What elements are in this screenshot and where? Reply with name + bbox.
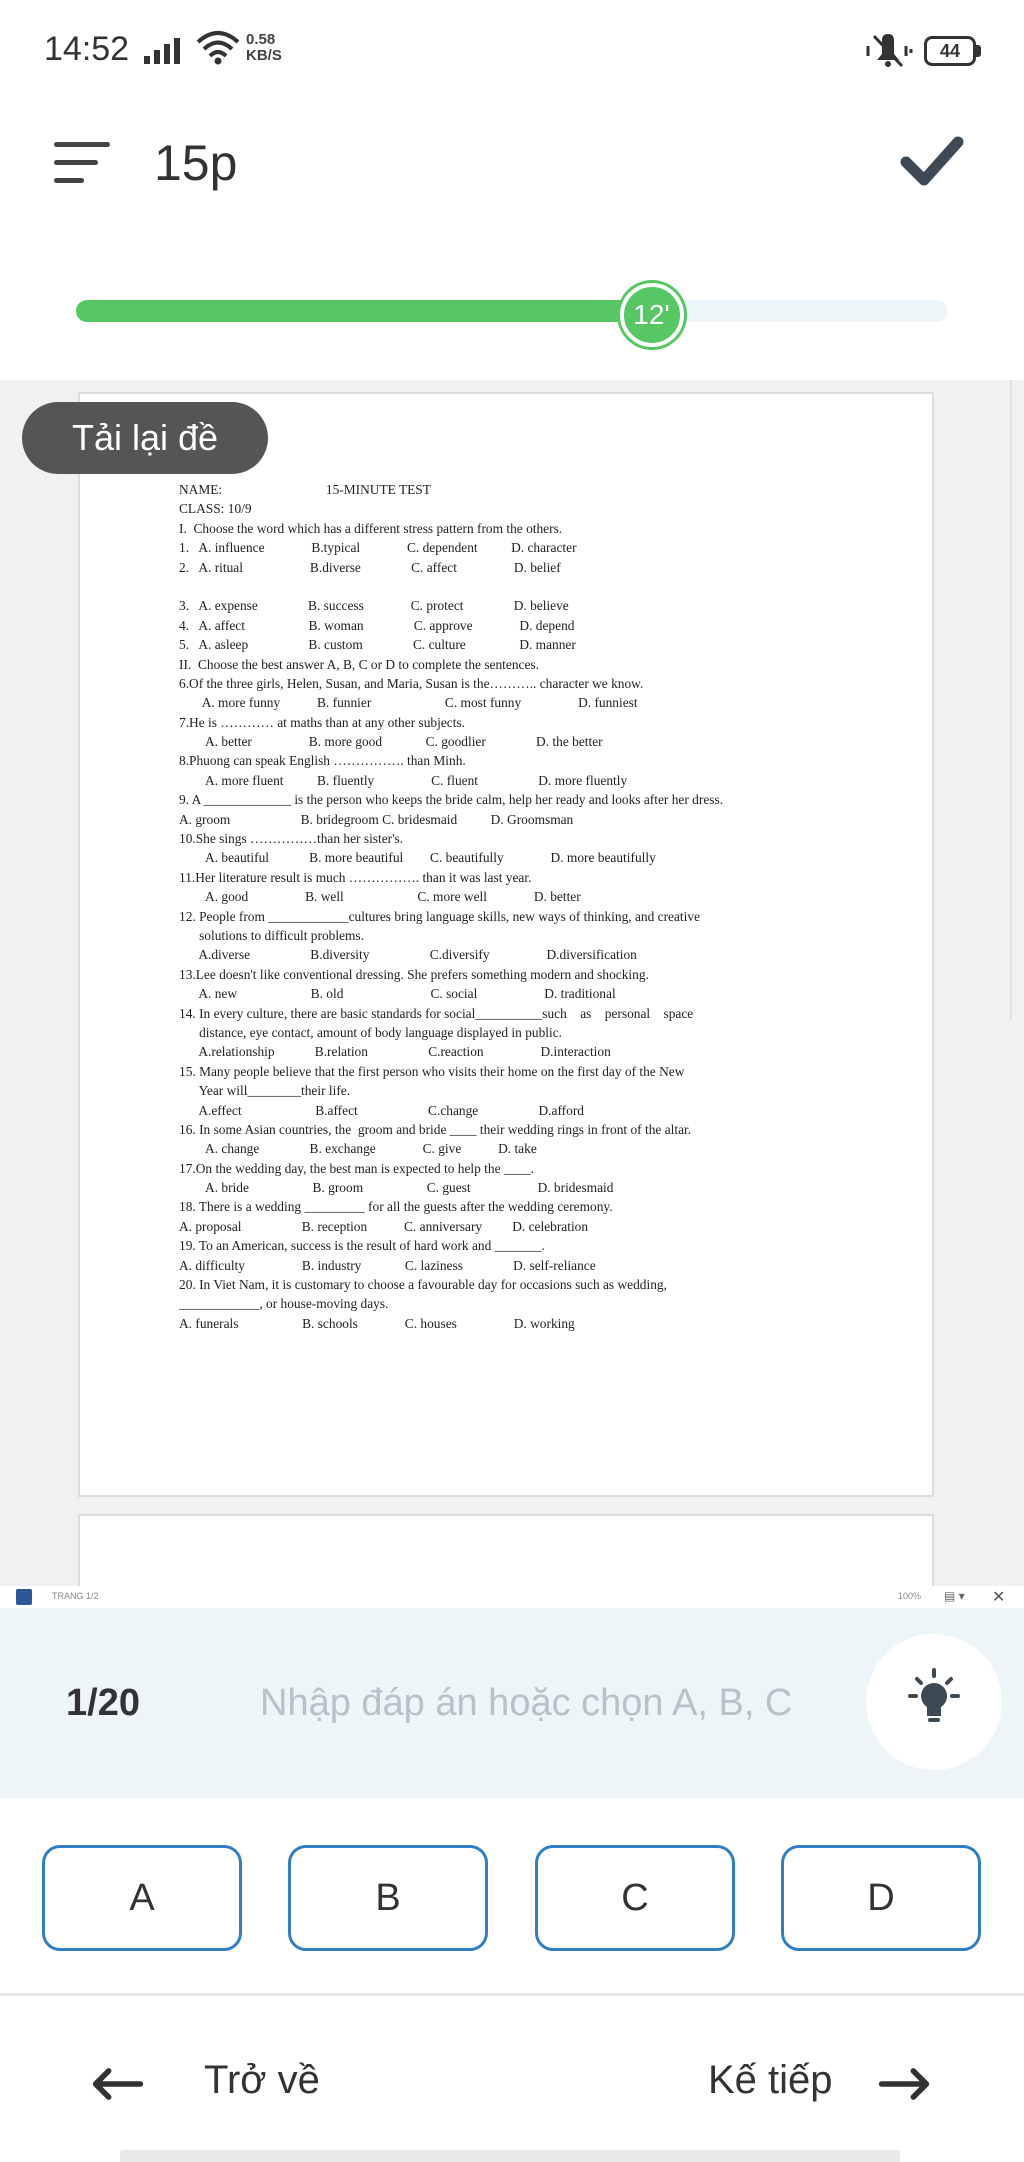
answer-input[interactable] xyxy=(260,1668,820,1738)
document-line: 18. There is a wedding _________ for all the guests after the wedding ceremony. xyxy=(179,1199,613,1215)
timer-thumb[interactable]: 12' xyxy=(620,283,684,347)
choice-b-button[interactable]: B xyxy=(288,1845,488,1951)
bottom-strip xyxy=(120,2150,900,2162)
answer-bar xyxy=(0,1608,1024,1798)
timer-progress-fill xyxy=(76,300,652,322)
document-text xyxy=(179,480,879,1333)
timer-progress-track xyxy=(76,300,948,322)
document-line: A. change B. exchange C. give D. take xyxy=(179,1141,537,1157)
document-line: solutions to difficult problems. xyxy=(179,927,364,943)
signal-icon xyxy=(144,36,184,64)
hint-button[interactable] xyxy=(866,1634,1002,1770)
status-time: 14:52 xyxy=(44,30,130,68)
document-line: A. funerals B. schools C. houses D. working xyxy=(179,1315,575,1331)
viewer-fit-icon[interactable]: ▤ ▾ xyxy=(944,1589,965,1603)
menu-icon[interactable] xyxy=(54,138,110,186)
viewer-page-indicator: TRANG 1/2 xyxy=(52,1591,99,1601)
battery-icon xyxy=(924,36,982,66)
document-line: 14. In every culture, there are basic standards for social__________such as personal space xyxy=(179,1005,694,1021)
document-line: A. more fluent B. fluently C. fluent D. more fluently xyxy=(179,772,628,788)
document-line: II. Choose the best answer A, B, C or D to complete the sentences. xyxy=(179,656,539,672)
document-line: 13.Lee doesn't like conventional dressing. She prefers something modern and shocking. xyxy=(179,966,649,982)
document-line: 16. In some Asian countries, the groom and bride ____ their wedding rings in front of the altar. xyxy=(179,1121,692,1137)
arrow-left-icon xyxy=(90,2064,146,2104)
document-line: 1. A. influence B.typical C. dependent D. character xyxy=(179,540,577,556)
document-line: 8.Phuong can speak English ……………. than Minh. xyxy=(179,753,466,769)
reload-test-button[interactable]: Tải lại đề xyxy=(22,402,268,474)
document-line: 17.On the wedding day, the best man is expected to help the ____. xyxy=(179,1160,535,1176)
viewer-scrollbar[interactable] xyxy=(1010,380,1024,1020)
document-line: distance, eye contact, amount of body language displayed in public. xyxy=(179,1024,563,1040)
page-title: 15p xyxy=(154,135,238,191)
document-line: 19. To an American, success is the result of hard work and _______. xyxy=(179,1238,545,1254)
net-speed xyxy=(246,32,282,64)
document-line: ____________, or house-moving days. xyxy=(179,1296,389,1312)
document-line: A. good B. well C. more well D. better xyxy=(179,889,581,905)
document-line: A. proposal B. reception C. anniversary D. celebration xyxy=(179,1218,589,1234)
document-line: 3. A. expense B. success C. protect D. believe xyxy=(179,598,569,614)
document-line: 11.Her literature result is much ……………. than it was last year. xyxy=(179,869,532,885)
word-app-icon xyxy=(16,1589,32,1605)
viewer-zoom: 100% xyxy=(898,1591,922,1601)
document-line: Year will________their life. xyxy=(179,1083,351,1099)
net-speed-value: 0.58 xyxy=(246,31,276,48)
battery-level: 44 xyxy=(924,36,976,66)
document-line: 2. A. ritual B.diverse C. affect D. belief xyxy=(179,559,561,575)
document-line: CLASS: 10/9 xyxy=(179,501,252,517)
document-line: 9. A _____________ is the person who keeps the bride calm, help her ready and looks after her dress. xyxy=(179,792,724,808)
document-line: A. beautiful B. more beautiful C. beautifully D. more beautifully xyxy=(179,850,656,866)
choice-d-button[interactable]: D xyxy=(781,1845,981,1951)
document-line: A.relationship B.relation C.reaction D.interaction xyxy=(179,1044,611,1060)
document-page xyxy=(78,392,934,1497)
arrow-right-icon xyxy=(876,2064,932,2104)
document-line: A. groom B. bridegroom C. bridesmaid D. Groomsman xyxy=(179,811,574,827)
viewer-footer xyxy=(0,1586,1024,1608)
document-line: I. Choose the word which has a different stress pattern from the others. xyxy=(179,520,563,536)
net-speed-unit: KB/S xyxy=(246,47,282,64)
document-line: 6.Of the three girls, Helen, Susan, and Maria, Susan is the……….. character we know. xyxy=(179,675,644,691)
document-line: 15. Many people believe that the first person who visits their home on the first day of the New xyxy=(179,1063,685,1079)
next-label: Kế tiếp xyxy=(708,2058,833,2102)
document-viewer[interactable] xyxy=(0,380,1024,1590)
document-page-2 xyxy=(78,1514,934,1590)
status-bar xyxy=(0,0,1024,100)
document-line: 5. A. asleep B. custom C. culture D. manner xyxy=(179,637,576,653)
document-line: 12. People from ____________cultures bring language skills, new ways of thinking, and creative xyxy=(179,908,701,924)
wifi-icon xyxy=(196,30,240,66)
mute-icon xyxy=(866,32,914,70)
viewer-close-icon[interactable]: ✕ xyxy=(992,1589,1006,1606)
choice-c-button[interactable]: C xyxy=(535,1845,735,1951)
document-line: 4. A. affect B. woman C. approve D. depend xyxy=(179,617,575,633)
document-line: A. bride B. groom C. guest D. bridesmaid xyxy=(179,1180,614,1196)
lightbulb-icon xyxy=(866,1634,1002,1770)
document-line xyxy=(179,577,879,596)
document-line: NAME: 15-MINUTE TEST xyxy=(179,482,431,497)
document-line: A. more funny B. funnier C. most funny D. funniest xyxy=(179,695,638,711)
divider xyxy=(0,1993,1024,1996)
document-line: A.effect B.affect C.change D.afford xyxy=(179,1102,584,1118)
document-line: A. difficulty B. industry C. laziness D. self-reliance xyxy=(179,1257,596,1273)
document-line: 20. In Viet Nam, it is customary to choose a favourable day for occasions such as wedding, xyxy=(179,1277,667,1293)
question-counter: 1/20 xyxy=(66,1682,140,1724)
document-line: 7.He is ………… at maths than at any other subjects. xyxy=(179,714,465,730)
document-line: A. better B. more good C. goodlier D. the better xyxy=(179,734,603,750)
choice-a-button[interactable]: A xyxy=(42,1845,242,1951)
back-label: Trở về xyxy=(204,2058,320,2102)
check-icon[interactable] xyxy=(900,134,964,190)
document-line: A.diverse B.diversity C.diversify D.diversification xyxy=(179,947,637,963)
document-line: 10.She sings ……………than her sister's. xyxy=(179,831,404,847)
document-line: A. new B. old C. social D. traditional xyxy=(179,986,616,1002)
